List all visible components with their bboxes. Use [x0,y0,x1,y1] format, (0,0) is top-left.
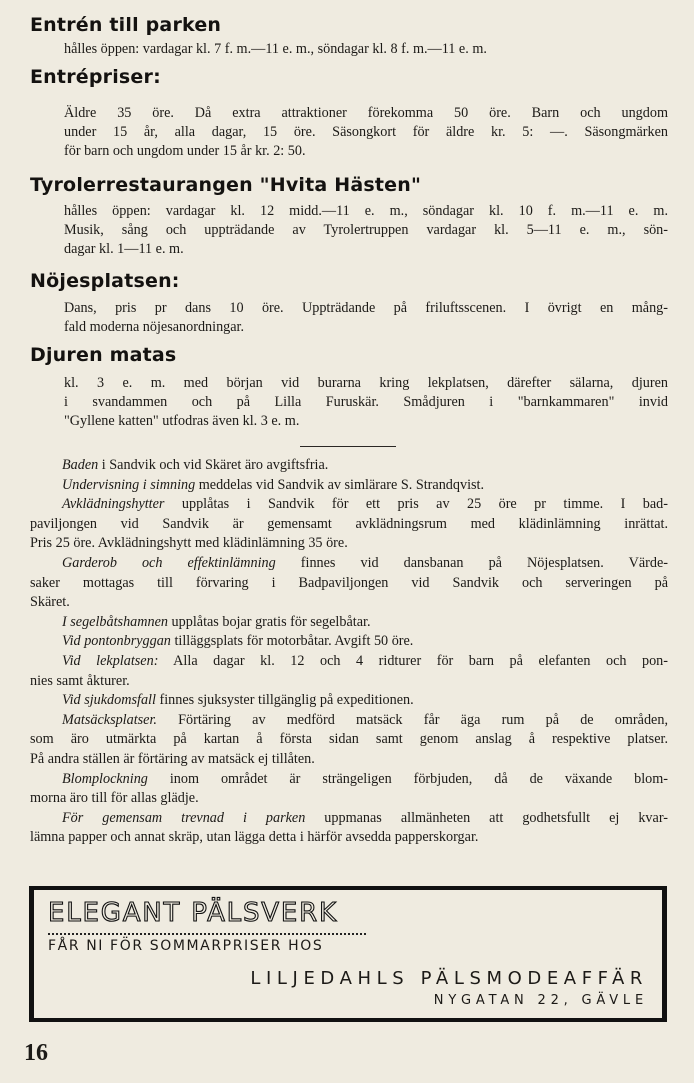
section-heading-feeding: Djuren matas [30,344,177,366]
info-line [30,652,668,672]
info-lead-term: Undervisning i simning [62,476,196,493]
info-text: nies samt åkturer. [30,672,130,689]
fur-shop-advertisement [29,886,667,1022]
info-text: lämna papper och annat skräp, utan lägga detta i härför avsedda papperskorgar. [30,829,479,846]
info-line [30,730,668,750]
text-line: "Gyllene katten" utfodras även kl. 3 e. m. [64,413,300,429]
section-text-prices [64,104,668,161]
info-text: uppmanas allmänheten att godhetsfullt ej kvar- [305,809,668,826]
info-line [30,456,668,476]
info-lead-term: För gemensam trevnad i parken [62,809,306,826]
info-text: i Sandvik och vid Skäret äro avgiftsfria. [98,457,329,473]
info-line [30,770,668,790]
text-line: kl. 3 e. m. med början vid burarna kring lekplatsen, därefter sälarna, djuren [64,375,668,391]
info-text: meddelas vid Sandvik av simlärare S. Strandqvist. [195,476,485,493]
text-line: i svandammen och på Lilla Furuskär. Smådjuren i "barnkammaren" invid [64,394,668,410]
info-line [30,632,668,652]
ad-dotted-rule [48,933,366,935]
section-heading-entrance: Entrén till parken [30,14,222,36]
section-heading-amusement: Nöjesplatsen: [30,270,180,292]
info-text: morna äro till för allas glädje. [30,790,199,807]
info-line [30,711,668,731]
info-lead-term: Vid lekplatsen: [62,652,159,669]
section-text-restaurant [64,202,668,259]
info-line [30,574,668,594]
info-text: Alla dagar kl. 12 och 4 ridturer för barn på elefanten och pon- [158,652,668,669]
page-number: 16 [24,1040,48,1066]
text-line: för barn och ungdom under 15 år kr. 2: 50. [64,143,306,159]
info-lead-term: Blomplockning [62,770,148,787]
section-text-feeding [64,374,668,431]
ad-brand-name: ELEGANT PÄLSVERK [48,898,338,928]
info-line [30,789,668,809]
info-text: upplåtas i Sandvik för ett pris av 25 öre pr timme. I bad- [164,496,668,513]
text-line: fald moderna nöjesanordningar. [64,319,245,335]
text-line: under 15 år, alla dagar, 15 öre. Säsongkort för äldre kr. 5: —. Säsongmärken [64,124,668,140]
text-line: Musik, sång och uppträdande av Tyrolertruppen vardagar kl. 5—11 e. m., sön- [64,222,668,238]
section-text-entrance [64,40,668,59]
text-line: hålles öppen: vardagar kl. 12 midd.—11 e. m., söndagar kl. 10 f. m.—11 e. m. [64,203,668,219]
info-line [30,750,668,770]
ad-shop-name: LILJEDAHLS PÄLSMODEAFFÄR [250,968,648,989]
info-line [30,828,668,848]
section-divider [300,446,396,447]
info-lead-term: Baden [62,457,99,473]
info-text: Förtäring av medförd matsäck får äga rum på de områden, [156,711,668,728]
info-line [30,495,668,515]
section-heading-prices: Entrépriser: [30,66,161,88]
info-line [30,672,668,692]
info-text: som äro utmärkta på kartan å första sidan samt genom anslag å respektive platser. [30,731,668,748]
info-lead-term: I segelbåtshamnen [62,613,168,630]
info-text: saker mottagas till förvaring i Badpaviljongen vid Sandvik och serveringen på [30,574,668,591]
text-line: Dans, pris pr dans 10 öre. Uppträdande på friluftsscenen. I övrigt en mång- [64,300,668,316]
info-text: Pris 25 öre. Avklädningshytt med klädinlämning 35 öre. [30,535,348,552]
text-line: dagar kl. 1—11 e. m. [64,241,184,257]
info-text: paviljongen vid Sandvik är gemensamt avklädningsrum med klädinlämning inrättat. [30,515,668,532]
ad-tagline: FÅR NI FÖR SOMMARPRISER HOS [48,938,324,954]
ad-address: NYGATAN 22, GÄVLE [433,993,648,1008]
info-line [30,593,668,613]
info-line [30,554,668,574]
info-text: Skäret. [30,594,70,611]
info-lead-term: Vid sjukdomsfall [62,692,156,709]
info-line [30,809,668,829]
info-lead-term: Matsäcksplatser. [62,711,157,728]
text-line: hålles öppen: vardagar kl. 7 f. m.—11 e. m., söndagar kl. 8 f. m.—11 e. m. [64,41,487,57]
section-text-amusement [64,299,668,337]
info-text: inom området är strängeligen förbjuden, då de växande blom- [147,770,668,787]
info-line [30,613,668,633]
info-text: finnes vid dansbanan på Nöjesplatsen. Värde- [275,554,668,571]
info-lead-term: Vid pontonbryggan [62,633,171,650]
info-line [30,691,668,711]
info-text: tilläggsplats för motorbåtar. Avgift 50 öre. [170,633,414,650]
info-block [30,456,668,848]
info-text: På andra ställen är förtäring av matsäck ej tillåten. [30,750,315,767]
info-text: finnes sjuksyster tillgänglig på expeditionen. [155,692,414,709]
info-text: upplåtas bojar gratis för segelbåtar. [168,613,371,630]
text-line: Äldre 35 öre. Då extra attraktioner förekomma 50 öre. Barn och ungdom [64,105,668,121]
section-heading-restaurant: Tyrolerrestaurangen "Hvita Hästen" [30,174,422,196]
info-line [30,515,668,535]
info-line [30,476,668,496]
info-lead-term: Garderob och effektinlämning [62,554,276,571]
info-lead-term: Avklädningshytter [62,496,165,513]
info-line [30,534,668,554]
